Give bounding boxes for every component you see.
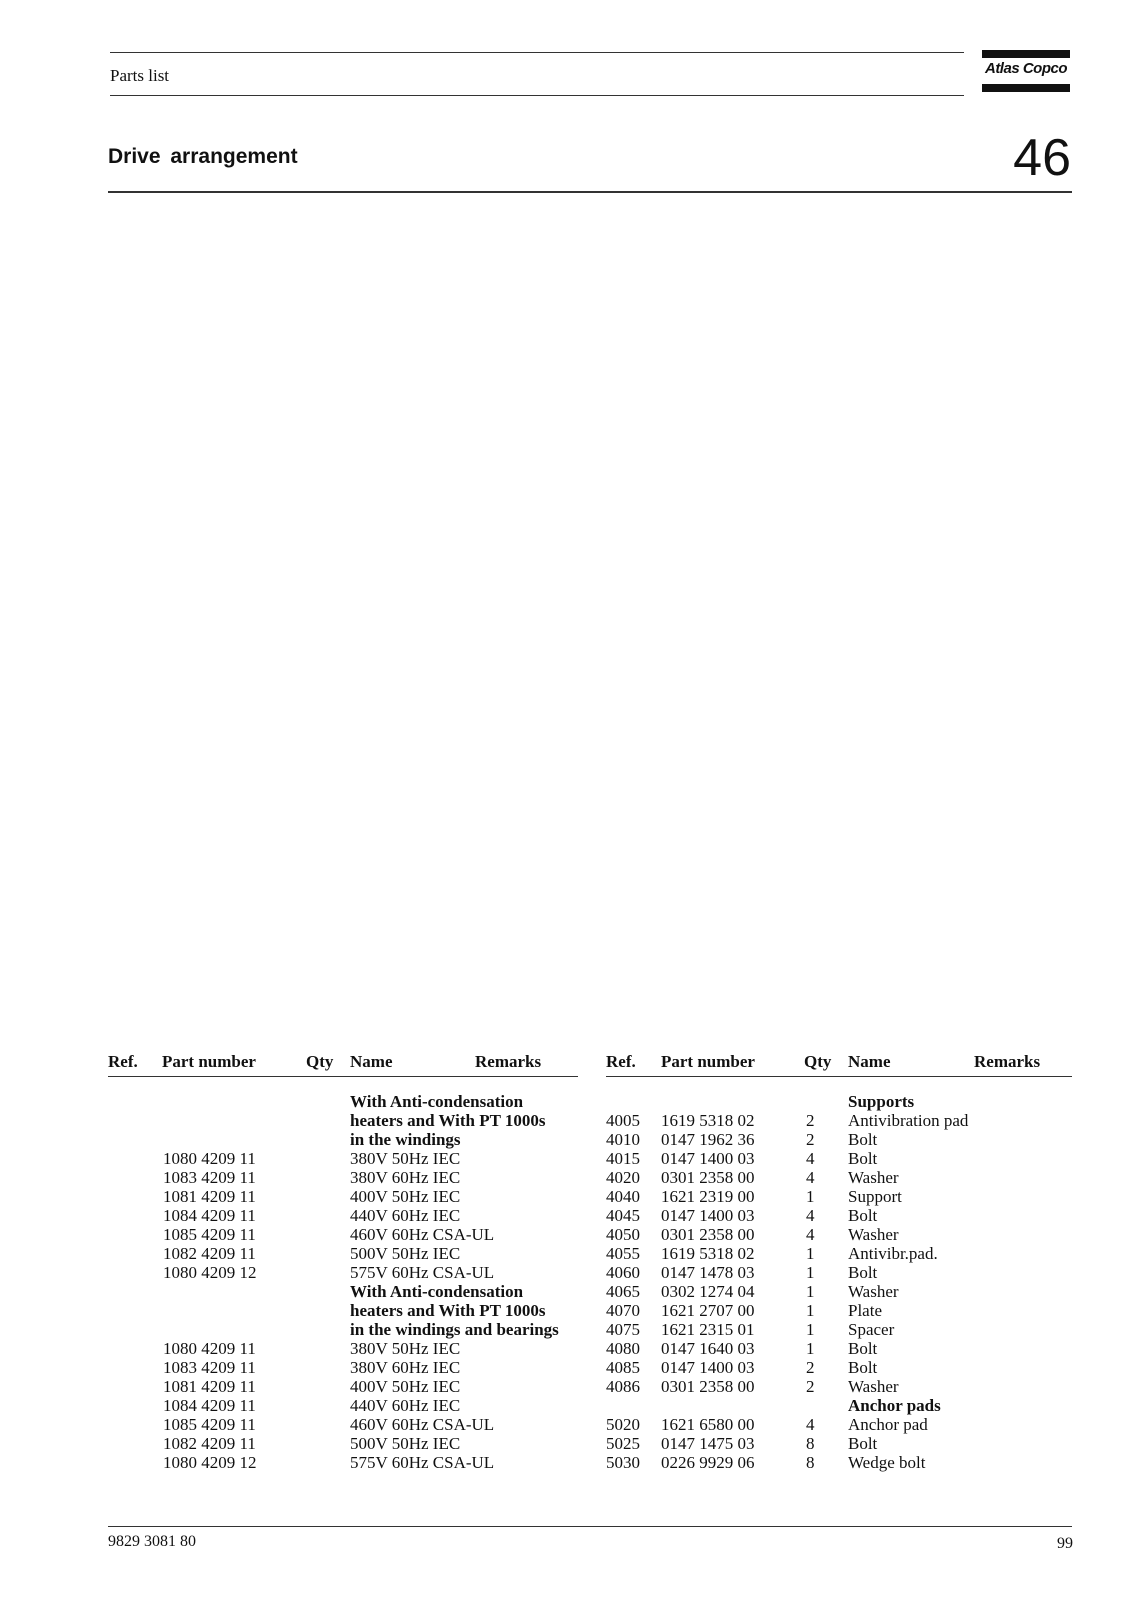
logo-top-bar xyxy=(982,50,1070,58)
part-row xyxy=(606,1130,1072,1149)
ref-cell: 4050 xyxy=(606,1225,640,1244)
ref-cell: 4070 xyxy=(606,1301,640,1320)
ref-cell: 5030 xyxy=(606,1453,640,1472)
name-cell: Spacer xyxy=(848,1320,895,1339)
qty-cell: 1 xyxy=(806,1339,815,1358)
ref-cell: 4005 xyxy=(606,1111,640,1130)
col-header-remarks: Remarks xyxy=(974,1052,1041,1071)
title-rule xyxy=(108,191,1072,193)
qty-cell: 1 xyxy=(806,1301,815,1320)
part-row xyxy=(606,1434,1072,1453)
part-number-cell: 1081 4209 11 xyxy=(163,1377,256,1396)
col-header-part-number: Part number xyxy=(162,1052,256,1071)
group-heading-row xyxy=(606,1396,1072,1415)
part-number-cell: 1080 4209 11 xyxy=(163,1339,256,1358)
part-row xyxy=(606,1415,1072,1434)
part-row xyxy=(606,1206,1072,1225)
name-cell: Bolt xyxy=(848,1263,878,1282)
part-number-cell: 0147 1475 03 xyxy=(661,1434,755,1453)
name-cell: Wedge bolt xyxy=(848,1453,926,1472)
logo-text: Atlas Copco xyxy=(984,60,1067,77)
col-header-ref: Ref. xyxy=(606,1052,636,1071)
part-row xyxy=(606,1282,1072,1301)
part-number-cell: 1081 4209 11 xyxy=(163,1187,256,1206)
part-row xyxy=(606,1358,1072,1377)
ref-cell: 4086 xyxy=(606,1377,640,1396)
name-cell: in the windings xyxy=(350,1130,461,1149)
col-header-remarks: Remarks xyxy=(475,1052,542,1071)
part-number-cell: 1084 4209 11 xyxy=(163,1206,256,1225)
part-number-cell: 1083 4209 11 xyxy=(163,1168,256,1187)
ref-cell: 4085 xyxy=(606,1358,640,1377)
ref-cell: 4015 xyxy=(606,1149,640,1168)
part-number-cell: 1080 4209 12 xyxy=(163,1263,257,1282)
name-cell: Bolt xyxy=(848,1434,878,1453)
name-cell: in the windings and bearings xyxy=(350,1320,559,1339)
part-row xyxy=(108,1263,578,1282)
left-parts-list xyxy=(108,1092,578,1472)
part-number-cell: 1619 5318 02 xyxy=(661,1244,755,1263)
qty-cell: 4 xyxy=(806,1206,815,1225)
part-row xyxy=(606,1301,1072,1320)
ref-cell: 4060 xyxy=(606,1263,640,1282)
section-label: Parts list xyxy=(110,66,170,85)
part-number-cell: 1621 2319 00 xyxy=(661,1187,755,1206)
page-number: 99 xyxy=(1057,1535,1073,1552)
ref-cell: 5020 xyxy=(606,1415,640,1434)
qty-cell: 2 xyxy=(806,1130,815,1149)
part-number-cell: 1084 4209 11 xyxy=(163,1396,256,1415)
col-header-qty: Qty xyxy=(306,1052,334,1071)
part-number-cell: 0147 1400 03 xyxy=(661,1358,755,1377)
part-row xyxy=(108,1453,578,1472)
ref-cell: 5025 xyxy=(606,1434,640,1453)
part-number-cell: 1080 4209 12 xyxy=(163,1453,257,1472)
qty-cell: 4 xyxy=(806,1225,815,1244)
part-number-cell: 0147 1400 03 xyxy=(661,1206,755,1225)
part-number-cell: 0147 1640 03 xyxy=(661,1339,755,1358)
part-row xyxy=(108,1206,578,1225)
qty-cell: 1 xyxy=(806,1282,815,1301)
name-cell: Anchor pad xyxy=(848,1415,928,1434)
part-row xyxy=(108,1377,578,1396)
header-top-rule xyxy=(110,52,964,53)
group-heading-row xyxy=(108,1301,578,1320)
part-number-cell: 1619 5318 02 xyxy=(661,1111,755,1130)
page-title: Drive arrangement xyxy=(108,145,298,168)
part-number-cell: 0302 1274 04 xyxy=(661,1282,755,1301)
name-cell: 440V 60Hz IEC xyxy=(350,1396,461,1415)
part-row xyxy=(108,1168,578,1187)
name-cell: 460V 60Hz CSA-UL xyxy=(350,1225,495,1244)
name-cell: 500V 50Hz IEC xyxy=(350,1244,461,1263)
part-row xyxy=(108,1339,578,1358)
part-row xyxy=(606,1225,1072,1244)
group-heading-row xyxy=(108,1092,578,1111)
name-cell: Antivibration pad xyxy=(848,1111,969,1130)
part-row xyxy=(606,1149,1072,1168)
part-number-cell: 0301 2358 00 xyxy=(661,1168,755,1187)
part-row xyxy=(108,1149,578,1168)
name-cell: heaters and With PT 1000s xyxy=(350,1301,546,1320)
name-cell: 400V 50Hz IEC xyxy=(350,1377,461,1396)
qty-cell: 1 xyxy=(806,1320,815,1339)
part-row xyxy=(606,1377,1072,1396)
name-cell: 380V 50Hz IEC xyxy=(350,1149,461,1168)
name-cell: Washer xyxy=(848,1377,899,1396)
part-number-cell: 1085 4209 11 xyxy=(163,1225,256,1244)
name-cell: Plate xyxy=(848,1301,882,1320)
part-row xyxy=(108,1225,578,1244)
footer-rule xyxy=(108,1526,1072,1527)
name-cell: With Anti-condensation xyxy=(350,1282,524,1301)
group-heading-row xyxy=(108,1282,578,1301)
part-number-cell: 1082 4209 11 xyxy=(163,1434,256,1453)
name-cell: 380V 60Hz IEC xyxy=(350,1168,461,1187)
ref-cell: 4065 xyxy=(606,1282,640,1301)
ref-cell: 4075 xyxy=(606,1320,640,1339)
ref-cell: 4040 xyxy=(606,1187,640,1206)
part-number-cell: 1080 4209 11 xyxy=(163,1149,256,1168)
name-cell: 380V 60Hz IEC xyxy=(350,1358,461,1377)
qty-cell: 2 xyxy=(806,1358,815,1377)
part-row xyxy=(606,1320,1072,1339)
name-cell: 400V 50Hz IEC xyxy=(350,1187,461,1206)
qty-cell: 1 xyxy=(806,1263,815,1282)
part-number-cell: 1621 2707 00 xyxy=(661,1301,755,1320)
group-heading-row xyxy=(108,1320,578,1339)
qty-cell: 2 xyxy=(806,1111,815,1130)
part-row xyxy=(606,1263,1072,1282)
part-row xyxy=(108,1434,578,1453)
qty-cell: 4 xyxy=(806,1415,815,1434)
qty-cell: 4 xyxy=(806,1168,815,1187)
col-header-name: Name xyxy=(848,1052,891,1071)
col-header-ref: Ref. xyxy=(108,1052,138,1071)
col-header-qty: Qty xyxy=(804,1052,832,1071)
part-row xyxy=(108,1358,578,1377)
name-cell: Bolt xyxy=(848,1206,878,1225)
part-number-cell: 1085 4209 11 xyxy=(163,1415,256,1434)
ref-cell: 4055 xyxy=(606,1244,640,1263)
name-cell: Bolt xyxy=(848,1358,878,1377)
name-cell: Antivibr.pad. xyxy=(848,1244,938,1263)
name-cell: 575V 60Hz CSA-UL xyxy=(350,1263,495,1282)
name-cell: Washer xyxy=(848,1225,899,1244)
part-row xyxy=(108,1396,578,1415)
part-row xyxy=(108,1187,578,1206)
group-heading-row xyxy=(108,1130,578,1149)
name-cell: 500V 50Hz IEC xyxy=(350,1434,461,1453)
name-cell: Washer xyxy=(848,1168,899,1187)
name-cell: 575V 60Hz CSA-UL xyxy=(350,1453,495,1472)
name-cell: Washer xyxy=(848,1282,899,1301)
part-row xyxy=(606,1244,1072,1263)
group-heading-row xyxy=(108,1111,578,1130)
part-row xyxy=(606,1187,1072,1206)
name-cell: Anchor pads xyxy=(848,1396,941,1415)
right-parts-list xyxy=(606,1092,1072,1472)
name-cell: heaters and With PT 1000s xyxy=(350,1111,546,1130)
part-number-cell: 0301 2358 00 xyxy=(661,1377,755,1396)
part-number-cell: 0226 9929 06 xyxy=(661,1453,755,1472)
name-cell: Bolt xyxy=(848,1149,878,1168)
section-number: 46 xyxy=(1013,129,1071,187)
part-number-cell: 1621 6580 00 xyxy=(661,1415,755,1434)
part-row xyxy=(108,1244,578,1263)
qty-cell: 8 xyxy=(806,1453,815,1472)
logo-bottom-bar xyxy=(982,84,1070,92)
qty-cell: 4 xyxy=(806,1149,815,1168)
part-number-cell: 1082 4209 11 xyxy=(163,1244,256,1263)
ref-cell: 4080 xyxy=(606,1339,640,1358)
ref-cell: 4045 xyxy=(606,1206,640,1225)
qty-cell: 8 xyxy=(806,1434,815,1453)
name-cell: Supports xyxy=(848,1092,915,1111)
part-number-cell: 0147 1478 03 xyxy=(661,1263,755,1282)
header-bottom-rule xyxy=(110,95,964,96)
name-cell: 380V 50Hz IEC xyxy=(350,1339,461,1358)
col-header-part-number: Part number xyxy=(661,1052,755,1071)
part-row xyxy=(606,1339,1072,1358)
name-cell: 460V 60Hz CSA-UL xyxy=(350,1415,495,1434)
part-row xyxy=(606,1453,1072,1472)
document-number: 9829 3081 80 xyxy=(108,1533,196,1550)
name-cell: 440V 60Hz IEC xyxy=(350,1206,461,1225)
part-number-cell: 0147 1400 03 xyxy=(661,1149,755,1168)
part-row xyxy=(606,1168,1072,1187)
name-cell: Bolt xyxy=(848,1130,878,1149)
name-cell: Support xyxy=(848,1187,902,1206)
left-header-rule xyxy=(108,1076,578,1077)
part-number-cell: 0147 1962 36 xyxy=(661,1130,755,1149)
part-number-cell: 1083 4209 11 xyxy=(163,1358,256,1377)
name-cell: With Anti-condensation xyxy=(350,1092,524,1111)
part-number-cell: 0301 2358 00 xyxy=(661,1225,755,1244)
qty-cell: 1 xyxy=(806,1187,815,1206)
ref-cell: 4020 xyxy=(606,1168,640,1187)
col-header-name: Name xyxy=(350,1052,393,1071)
group-heading-row xyxy=(606,1092,1072,1111)
qty-cell: 1 xyxy=(806,1244,815,1263)
part-row xyxy=(606,1111,1072,1130)
name-cell: Bolt xyxy=(848,1339,878,1358)
ref-cell: 4010 xyxy=(606,1130,640,1149)
qty-cell: 2 xyxy=(806,1377,815,1396)
part-number-cell: 1621 2315 01 xyxy=(661,1320,755,1339)
right-header-rule xyxy=(606,1076,1072,1077)
part-row xyxy=(108,1415,578,1434)
